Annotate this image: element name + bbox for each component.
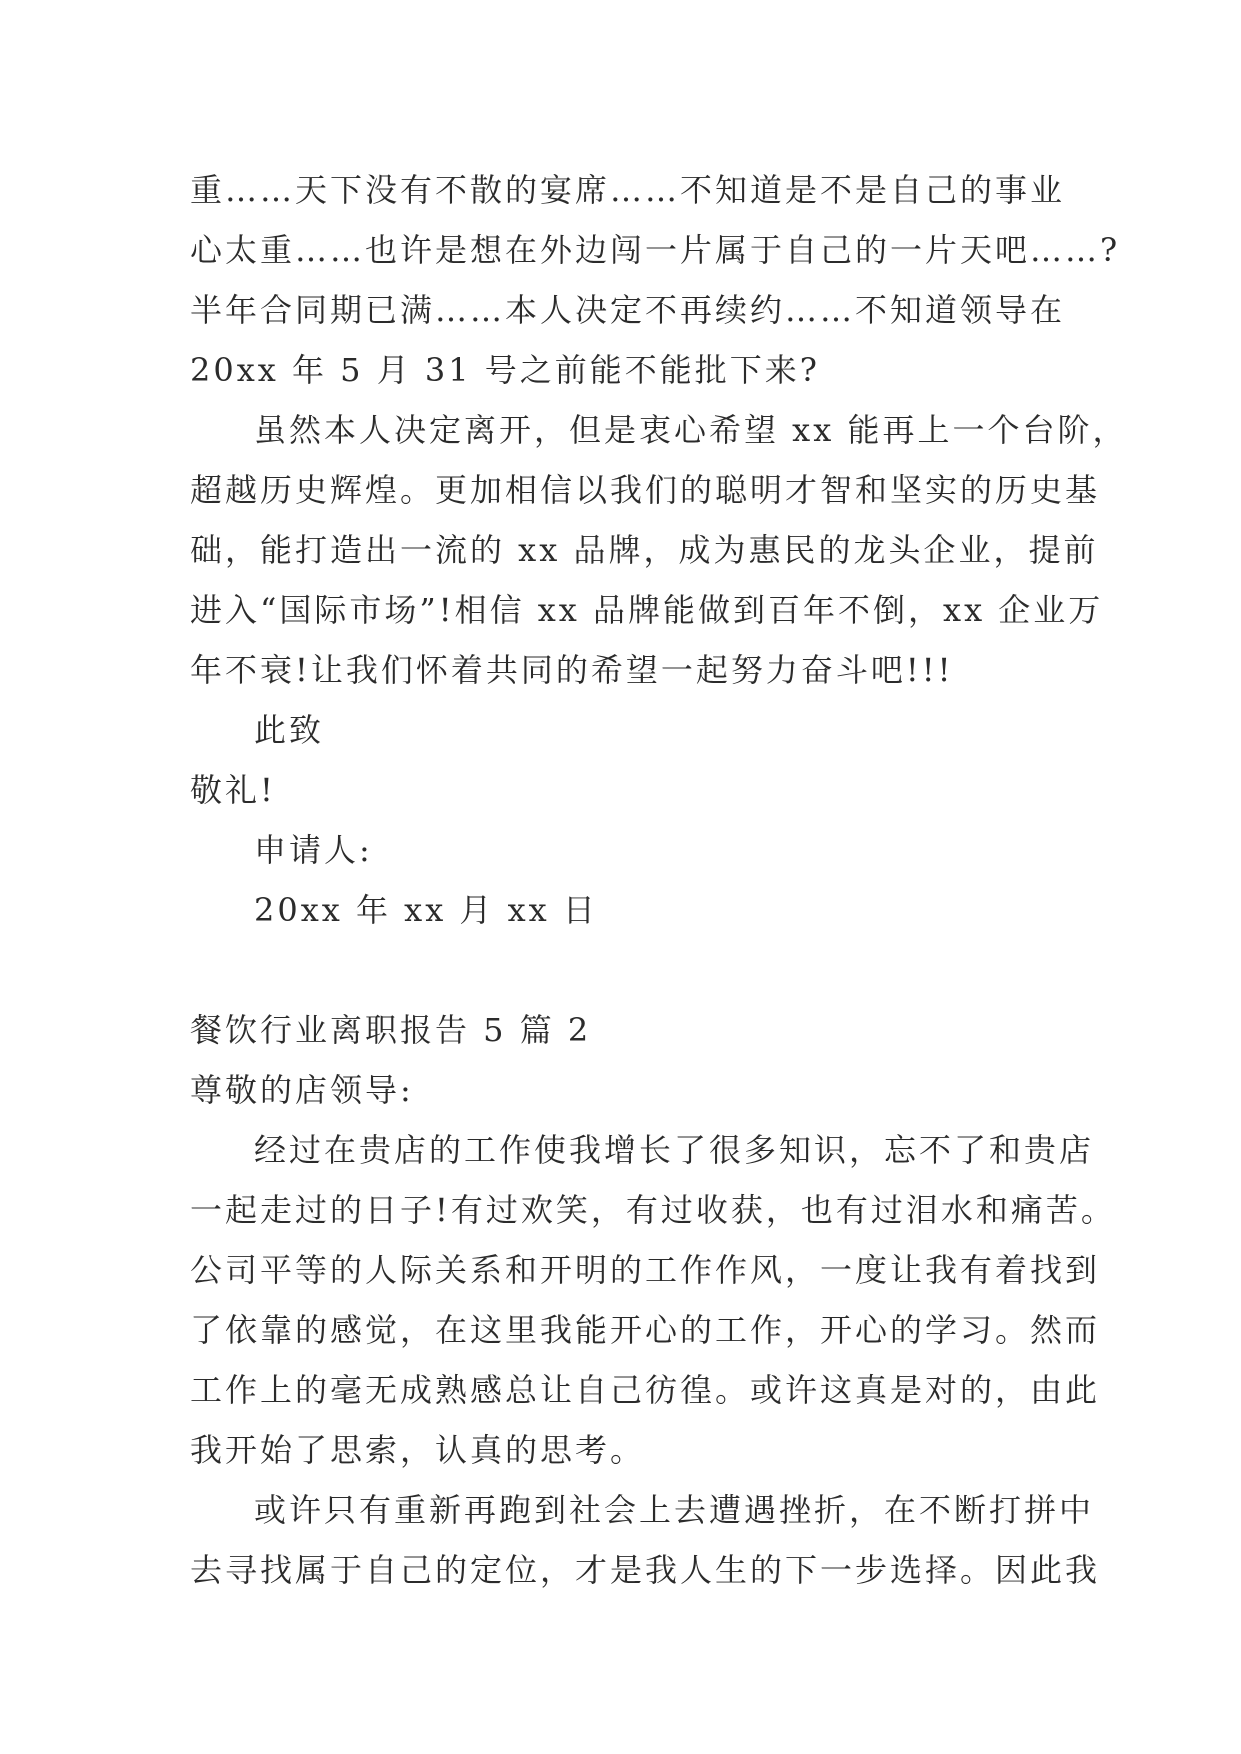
paragraph-first-line: 虽然本人决定离开，但是衷心希望 xx 能再上一个台阶，	[254, 411, 1128, 449]
body-line: 工作上的毫无成熟感总让自己彷徨。或许这真是对的，由此	[190, 1371, 1101, 1409]
body-line: 进入“国际市场”!相信 xx 品牌能做到百年不倒，xx 企业万	[190, 591, 1104, 629]
salutation: 尊敬的店领导:	[190, 1071, 414, 1109]
body-line: 一起走过的日子!有过欢笑，有过收获，也有过泪水和痛苦。	[190, 1191, 1116, 1229]
body-line: 了依靠的感觉，在这里我能开心的工作，开心的学习。然而	[190, 1311, 1101, 1349]
section-title: 餐饮行业离职报告 5 篇 2	[190, 1011, 592, 1049]
body-line: 重……天下没有不散的宴席……不知道是不是自己的事业	[190, 171, 1066, 209]
body-line: 半年合同期已满……本人决定不再续约……不知道领导在	[190, 291, 1066, 329]
paragraph-first-line: 经过在贵店的工作使我增长了很多知识，忘不了和贵店	[254, 1131, 1095, 1169]
body-line: 20xx 年 5 月 31 号之前能不能批下来?	[190, 351, 820, 389]
document-page	[190, 160, 1128, 1600]
closing-jingli: 敬礼!	[190, 771, 276, 809]
body-line: 超越历史辉煌。更加相信以我们的聪明才智和坚实的历史基	[190, 471, 1101, 509]
body-line: 公司平等的人际关系和开明的工作作风，一度让我有着找到	[190, 1251, 1101, 1289]
body-line: 础，能打造出一流的 xx 品牌，成为惠民的龙头企业，提前	[190, 531, 1099, 569]
closing-ci-zhi: 此致	[254, 711, 325, 749]
paragraph-first-line: 或许只有重新再跑到社会上去遭遇挫折，在不断打拼中	[254, 1491, 1095, 1529]
body-line: 年不衰!让我们怀着共同的希望一起努力奋斗吧!!!	[190, 651, 954, 689]
blank-gap	[190, 940, 1060, 1000]
body-line: 去寻找属于自己的定位，才是我人生的下一步选择。因此我	[190, 1551, 1101, 1589]
body-line: 心太重……也许是想在外边闯一片属于自己的一片天吧……?	[190, 231, 1121, 269]
applicant-label: 申请人:	[254, 831, 373, 869]
date-line: 20xx 年 xx 月 xx 日	[254, 891, 598, 929]
body-line: 我开始了思索，认真的思考。	[190, 1431, 646, 1469]
